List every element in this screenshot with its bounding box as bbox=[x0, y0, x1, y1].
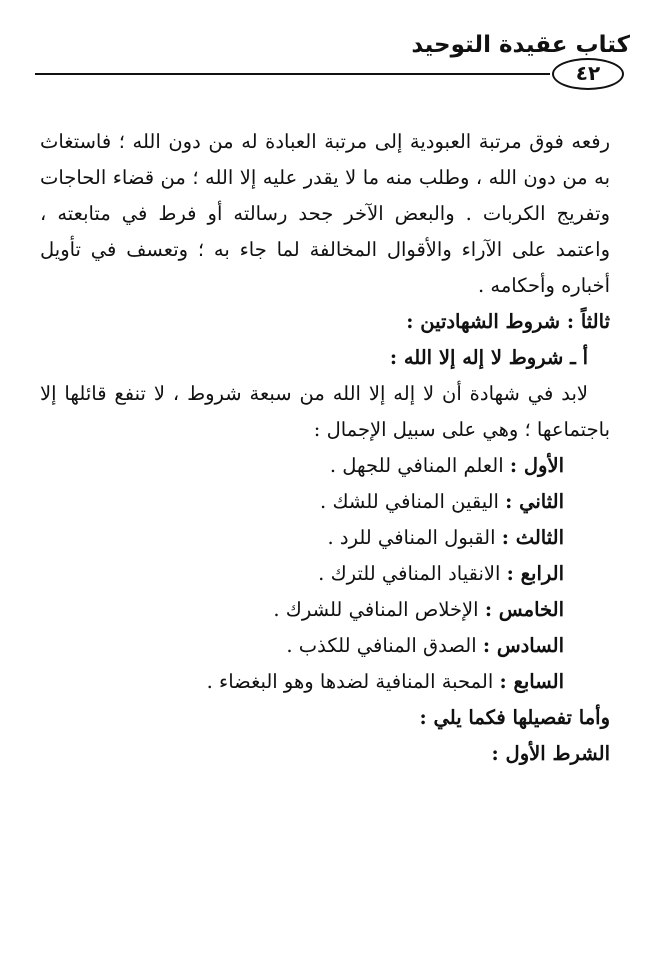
condition-label: السادس : bbox=[482, 634, 564, 657]
condition-item bbox=[40, 448, 610, 484]
condition-item bbox=[40, 484, 610, 520]
condition-label: الثالث : bbox=[501, 526, 564, 549]
page-number-badge bbox=[552, 58, 624, 90]
condition-label: السابع : bbox=[499, 670, 564, 693]
condition-text: المحبة المنافية لضدها وهو البغضاء . bbox=[206, 670, 494, 693]
condition-label: الثاني : bbox=[505, 490, 564, 513]
paragraph-1: رفعه فوق مرتبة العبودية إلى مرتبة العبادة له من دون الله ؛ فاستغاث به من دون الله ، وطلب منه ما لا يقدر عليه إلا الله ؛ من قضاء الحاجات وتفريج الكربات . والبعض الآخر جحد رسالته أو فرط في متابعته ، واعتمد على الآراء والأقوال المخالفة لما جاء به ؛ وتعسف في تأويل أخباره وأحكامه . bbox=[40, 130, 610, 297]
page-number: ٤٢ bbox=[575, 61, 601, 85]
condition-item bbox=[40, 592, 610, 628]
condition-item bbox=[40, 628, 610, 664]
condition-text: الإخلاص المنافي للشرك . bbox=[273, 598, 479, 621]
body-text bbox=[40, 124, 610, 772]
condition-label: الرابع : bbox=[506, 562, 564, 585]
condition-item bbox=[40, 664, 610, 700]
condition-text: الانقياد المنافي للترك . bbox=[318, 562, 501, 585]
first-condition-heading: الشرط الأول : bbox=[491, 742, 610, 765]
condition-text: اليقين المنافي للشك . bbox=[320, 490, 499, 513]
conditions-list bbox=[40, 448, 610, 700]
book-title: كتاب عقيدة التوحيد bbox=[411, 32, 630, 58]
paragraph-2: لابد في شهادة أن لا إله إلا الله من سبعة شروط ، لا تنفع قائلها إلا باجتماعها ؛ وهي على سبيل الإجمال : bbox=[40, 382, 610, 441]
subheading-la-ilaha-conditions: أ ـ شروط لا إله إلا الله : bbox=[389, 346, 588, 369]
condition-label: الخامس : bbox=[484, 598, 564, 621]
condition-item bbox=[40, 520, 610, 556]
header-rule bbox=[35, 73, 550, 75]
condition-item bbox=[40, 556, 610, 592]
condition-label: الأول : bbox=[509, 454, 564, 477]
details-heading: وأما تفصيلها فكما يلي : bbox=[419, 706, 610, 729]
condition-text: القبول المنافي للرد . bbox=[327, 526, 496, 549]
condition-text: الصدق المنافي للكذب . bbox=[286, 634, 477, 657]
condition-text: العلم المنافي للجهل . bbox=[329, 454, 504, 477]
heading-shahadatayn-conditions: ثالثاً : شروط الشهادتين : bbox=[406, 310, 610, 333]
